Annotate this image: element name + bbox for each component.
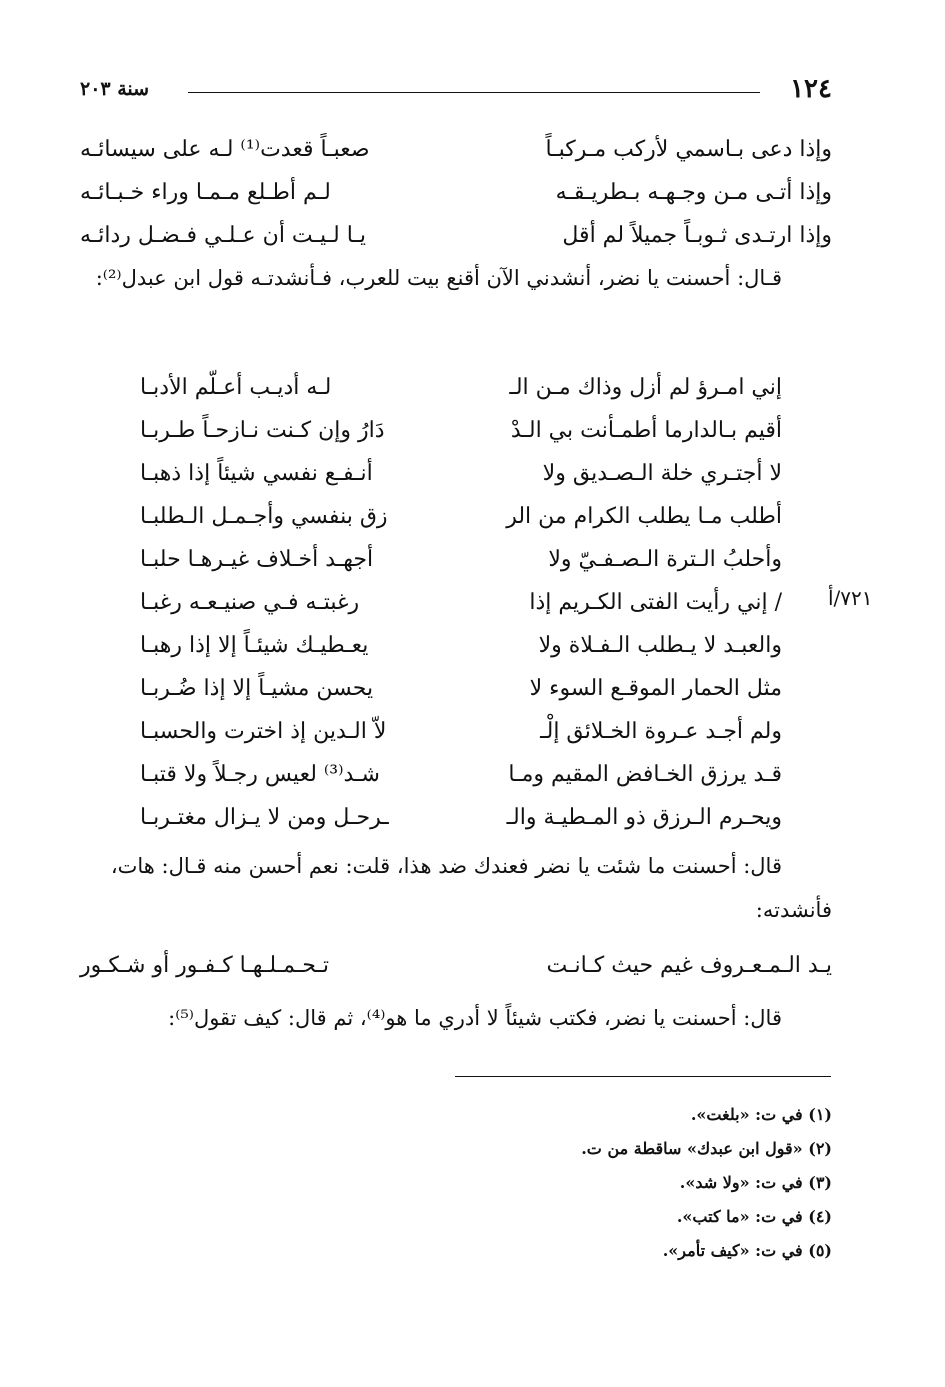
prose-paragraph-3	[80, 996, 832, 1040]
verse-second-hemistich: لاّ الـدين إذ اخترت والحسبـا	[140, 719, 387, 744]
footnote: (٣) في ت: «ولا شد».	[679, 1173, 832, 1192]
verse-second-hemistich: أجهـد أخـلاف غيـرهـا حلبـا	[140, 547, 374, 572]
verse-second-hemistich: يحسن مشيـاً إلا إذا ضُـربـا	[140, 676, 374, 701]
verse-first-hemistich: ويحـرم الـرزق ذو المـطيـة والـ	[506, 805, 782, 830]
verse-line	[80, 753, 832, 796]
verse-first-hemistich: ولم أجـد عـروة الخـلائق إلْـ	[540, 719, 782, 744]
verse-line	[80, 409, 832, 452]
footnote: (١) في ت: «بلغت».	[690, 1105, 832, 1124]
verse-line	[80, 214, 832, 257]
verse-second-hemistich: زق بنفسي وأجـمـل الـطلبـا	[140, 504, 388, 529]
verse-first-hemistich: أقيم بـالدارما أطمـأنت بي الـدْ	[510, 418, 782, 443]
verse-line	[80, 495, 832, 538]
verse-line	[80, 667, 832, 710]
verse-second-hemistich: صعبـاً قعدت⁽¹⁾ لـه على سيسائـه	[80, 137, 370, 162]
verse-first-hemistich: لا أجتـري خلة الـصـديق ولا	[542, 461, 782, 486]
verse-second-hemistich: لـم أطـلع مـمـا وراء خـبـائـه	[80, 180, 331, 205]
year-label: سنة ٢٠٣	[80, 78, 150, 100]
verse-second-hemistich: لـه أديـب أعـلّم الأدبـا	[140, 375, 332, 400]
page-header	[80, 74, 832, 108]
footnote: (٥) في ت: «كيف تأمر».	[662, 1241, 832, 1260]
verse-second-hemistich: أنـفـع نفسي شيئاً إذا ذهبـا	[140, 461, 373, 486]
verse-first-hemistich: وأحلبُ الـترة الـصـفـيّ ولا	[548, 547, 782, 572]
prose-paragraph-2	[80, 844, 832, 932]
verse-first-hemistich: مثل الحمار الموقـع السوء لا	[529, 676, 782, 701]
prose-paragraph-1	[80, 256, 832, 300]
poem-single-verse	[80, 944, 832, 987]
verse-first-hemistich: / إني رأيت الفتى الكـريم إذا	[529, 590, 782, 615]
verse-first-hemistich: وإذا ارتـدى ثـوبـاً جميلاً لم أقل	[562, 223, 832, 248]
verse-line	[80, 366, 832, 409]
verse-line	[80, 710, 832, 753]
verse-second-hemistich: يعـطيـك شيئـاً إلا إذا رهبـا	[140, 633, 369, 658]
verse-second-hemistich: يـا لـيـت أن عـلـي فـضـل ردائـه	[80, 223, 367, 248]
verse-first-hemistich: إني امـرؤ لم أزل وذاك مـن الـ	[509, 375, 782, 400]
footnote: (٢) «قول ابن عبدك» ساقطة من ت.	[581, 1139, 832, 1158]
verse-first-hemistich: يـد الـمـعـروف غيم حيث كـانـت	[546, 953, 832, 978]
footnote-ref: ⁽²⁾:	[95, 266, 122, 290]
poem-top	[80, 128, 832, 257]
footnote: (٤) في ت: «ما كتب».	[676, 1207, 832, 1226]
header-rule	[188, 92, 760, 93]
verse-first-hemistich: وإذا دعى بـاسمي لأركب مـركبـاً	[545, 137, 832, 162]
verse-second-hemistich: ـرحـل ومن لا يـزال مغتـربـا	[140, 805, 389, 830]
footnote-rule	[455, 1076, 831, 1077]
verse-line	[80, 581, 832, 624]
verse-first-hemistich: وإذا أتـى مـن وجـهـه بـطريـقـه	[555, 180, 832, 205]
footnotes	[581, 1098, 832, 1268]
prose-text: قال: أحسنت يا نضر، فكتب شيئاً لا أدري ما هو⁽⁴⁾، ثم قال: كيف تقول⁽⁵⁾:	[168, 1006, 782, 1030]
verse-line	[80, 624, 832, 667]
poem-middle	[80, 366, 832, 839]
prose-text: قـال: أحسنت يا نضر، أنشدني الآن أقنع بيت للعرب، فـأنشدتـه قول ابن عبدل	[121, 266, 782, 290]
verse-line	[80, 944, 832, 987]
verse-second-hemistich: رغبتـه فـي صنيـعـه رغبـا	[140, 590, 360, 615]
verse-line	[80, 538, 832, 581]
verse-second-hemistich: دَارُ وإن كـنت نـازحـاً طـربـا	[140, 418, 385, 443]
verse-line	[80, 128, 832, 171]
verse-second-hemistich: شـد⁽³⁾ لعيس رجـلاً ولا قتبـا	[140, 762, 380, 787]
verse-first-hemistich: أطلب مـا يطلب الكرام من الر	[506, 504, 782, 529]
verse-first-hemistich: والعبـد لا يـطلب الـفـلاة ولا	[538, 633, 782, 658]
manuscript-folio-marker: ٧٢١/أ	[828, 586, 873, 610]
verse-line	[80, 452, 832, 495]
verse-second-hemistich: تـحـمـلـهـا كـفـور أو شـكـور	[80, 953, 330, 978]
prose-text: قال: أحسنت ما شئت يا نضر فعندك ضد هذا، قلت: نعم أحسن منه قـال: هات، فأنشدته:	[110, 854, 832, 922]
page-number: ١٢٤	[790, 74, 832, 104]
verse-line	[80, 796, 832, 839]
verse-first-hemistich: قـد يرزق الخـافض المقيم ومـا	[508, 762, 782, 787]
verse-line	[80, 171, 832, 214]
